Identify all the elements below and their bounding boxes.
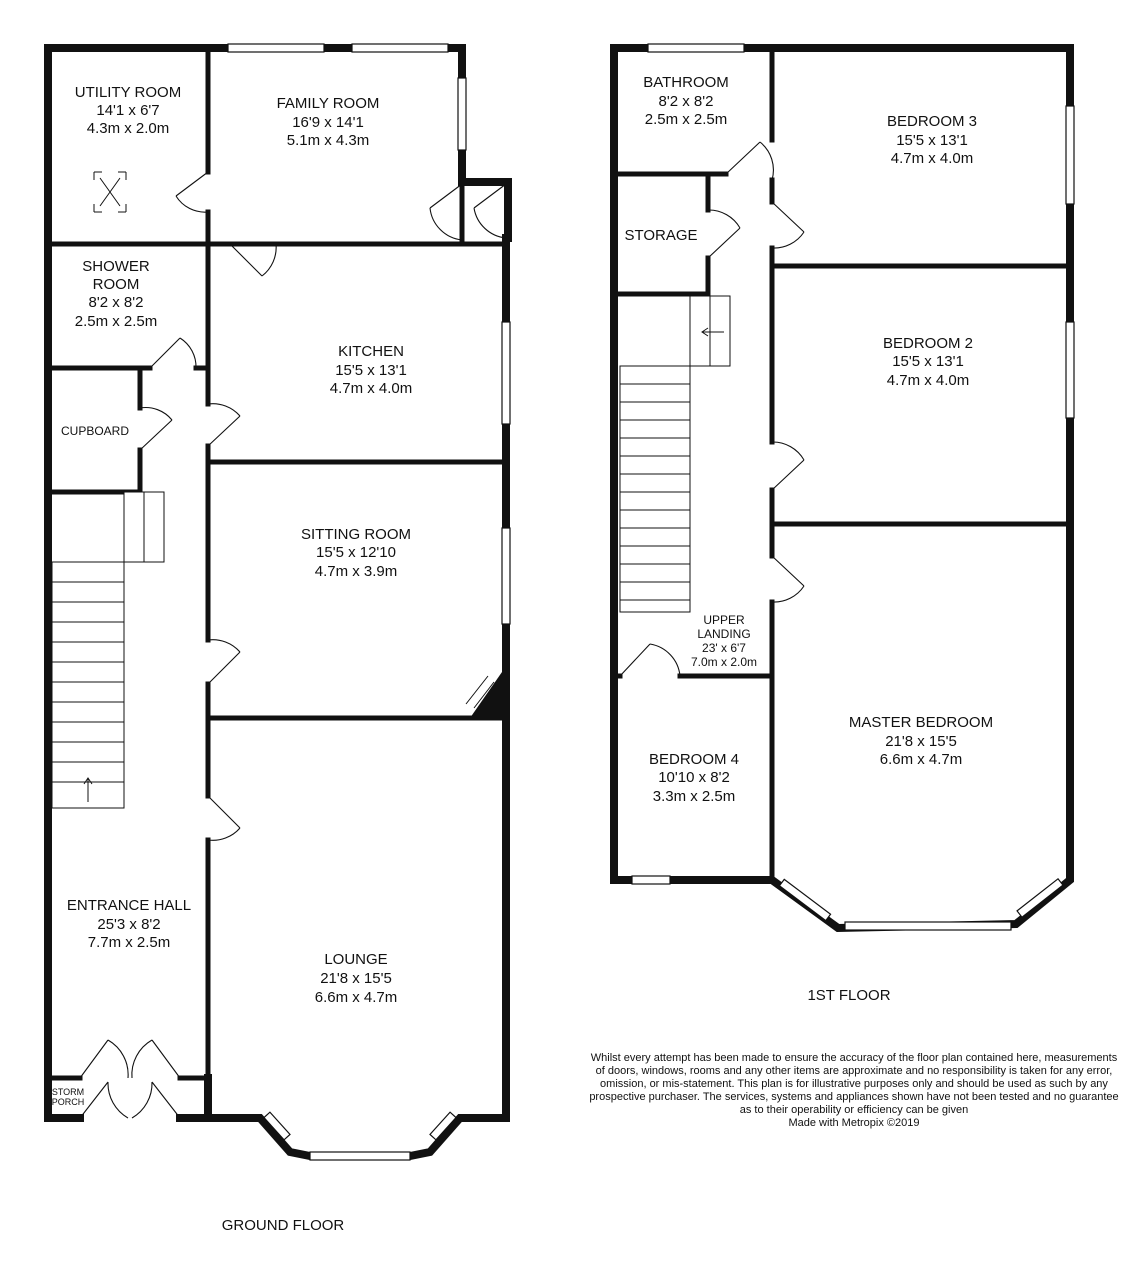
svg-text:15'5 x 13'1: 15'5 x 13'1 xyxy=(896,132,968,149)
storage-door xyxy=(708,210,740,258)
disclaimer-line: omission, or mis-statement. This plan is for illustrative purposes only and should be used as such by any xyxy=(600,1078,1108,1090)
svg-text:FAMILY ROOM: FAMILY ROOM xyxy=(276,95,380,112)
family-window-right xyxy=(352,44,448,52)
room-family xyxy=(277,95,380,149)
ground-floor-title: GROUND FLOOR xyxy=(221,1217,345,1234)
svg-text:UPPER: UPPER xyxy=(703,613,745,627)
svg-text:21'8 x 15'5: 21'8 x 15'5 xyxy=(320,970,392,987)
svg-text:PORCH: PORCH xyxy=(51,1097,85,1107)
first-floor-title: 1ST FLOOR xyxy=(807,987,891,1004)
utility-door xyxy=(176,172,208,212)
svg-text:7.0m x 2.0m: 7.0m x 2.0m xyxy=(690,655,758,669)
room-master-bedroom xyxy=(849,714,993,768)
disclaimer-line: as to their operability or efficiency can be given xyxy=(739,1104,969,1116)
svg-text:6.6m x 4.7m: 6.6m x 4.7m xyxy=(879,751,963,768)
bedroom4-window xyxy=(632,876,670,884)
svg-text:23' x 6'7: 23' x 6'7 xyxy=(702,641,746,655)
svg-text:15'5 x 13'1: 15'5 x 13'1 xyxy=(335,362,407,379)
disclaimer-line: prospective purchaser. The services, systems and appliances shown have not been tested and no guarantee xyxy=(589,1091,1119,1103)
svg-text:MASTER BEDROOM: MASTER BEDROOM xyxy=(848,714,994,731)
svg-text:KITCHEN: KITCHEN xyxy=(338,343,404,360)
shower-door xyxy=(150,338,196,368)
disclaimer-credit: Made with Metropix ©2019 xyxy=(788,1117,920,1129)
svg-text:STORM: STORM xyxy=(51,1087,85,1097)
svg-text:SITTING ROOM: SITTING ROOM xyxy=(301,526,411,543)
room-bedroom-3 xyxy=(887,113,977,167)
svg-text:15'5 x 12'10: 15'5 x 12'10 xyxy=(316,544,396,561)
family-inner-door xyxy=(430,184,462,240)
room-bedroom-2 xyxy=(883,335,973,389)
family-side-window xyxy=(458,78,466,150)
kitchen-window xyxy=(502,322,510,424)
room-bedroom-4 xyxy=(649,751,739,805)
svg-text:25'3 x 8'2: 25'3 x 8'2 xyxy=(97,916,161,933)
sitting-window xyxy=(502,528,510,624)
svg-text:ROOM: ROOM xyxy=(92,276,140,293)
svg-text:8'2 x 8'2: 8'2 x 8'2 xyxy=(88,294,144,311)
kitchen-hall-door xyxy=(208,404,240,446)
disclaimer-line: Whilst every attempt has been made to ensure the accuracy of the floor plan contained here, measurements xyxy=(590,1052,1118,1064)
room-shower xyxy=(75,258,158,330)
bedroom3-window xyxy=(1066,106,1074,204)
bathroom-window xyxy=(648,44,744,52)
svg-text:10'10 x 8'2: 10'10 x 8'2 xyxy=(658,769,730,786)
svg-text:21'8 x 15'5: 21'8 x 15'5 xyxy=(885,733,957,750)
svg-text:4.7m x 3.9m: 4.7m x 3.9m xyxy=(314,563,398,580)
room-cupboard xyxy=(61,424,129,438)
first-floor-plan xyxy=(614,44,1074,1004)
svg-text:BEDROOM 2: BEDROOM 2 xyxy=(882,335,974,352)
svg-text:BEDROOM 3: BEDROOM 3 xyxy=(886,113,978,130)
disclaimer xyxy=(566,1052,1142,1130)
ground-floor-plan xyxy=(48,44,510,1234)
svg-text:CUPBOARD: CUPBOARD xyxy=(60,424,130,438)
disclaimer-line: of doors, windows, rooms and any other items are approximate and no responsibility is taken for any error, xyxy=(595,1065,1113,1077)
room-storage xyxy=(624,227,697,244)
svg-text:LANDING: LANDING xyxy=(697,627,751,641)
ground-staircase xyxy=(52,492,164,808)
front-door-right xyxy=(132,1040,180,1078)
svg-text:UTILITY ROOM: UTILITY ROOM xyxy=(74,84,182,101)
lounge-door xyxy=(208,796,240,840)
bedroom2-window xyxy=(1066,322,1074,418)
master-door xyxy=(772,556,804,602)
svg-text:2.5m x 2.5m: 2.5m x 2.5m xyxy=(644,111,728,128)
svg-text:15'5 x 13'1: 15'5 x 13'1 xyxy=(892,353,964,370)
master-bay-window-right xyxy=(1017,879,1063,917)
room-entrance-hall xyxy=(67,897,191,951)
bedroom2-door xyxy=(772,442,804,490)
cupboard-door xyxy=(140,408,172,450)
bathroom-door xyxy=(726,142,773,180)
svg-text:4.7m x 4.0m: 4.7m x 4.0m xyxy=(886,372,970,389)
svg-text:8'2 x 8'2: 8'2 x 8'2 xyxy=(658,93,714,110)
svg-text:5.1m x 4.3m: 5.1m x 4.3m xyxy=(286,132,370,149)
svg-text:LOUNGE: LOUNGE xyxy=(324,951,388,968)
svg-text:BATHROOM: BATHROOM xyxy=(643,74,729,91)
svg-text:ENTRANCE HALL: ENTRANCE HALL xyxy=(66,897,192,914)
lounge-bay-window-front xyxy=(310,1152,410,1160)
svg-text:SHOWER: SHOWER xyxy=(82,258,150,275)
kitchen-top-door xyxy=(230,244,276,276)
skylight-icon xyxy=(94,172,126,212)
svg-text:BEDROOM 4: BEDROOM 4 xyxy=(648,751,740,768)
master-bay-window-front xyxy=(845,922,1011,930)
room-utility xyxy=(75,84,181,137)
front-door-left xyxy=(80,1040,128,1078)
room-kitchen xyxy=(330,343,413,397)
porch-door-left xyxy=(80,1082,128,1118)
room-bathroom xyxy=(643,74,729,128)
sitting-door xyxy=(208,640,240,684)
svg-text:6.6m x 4.7m: 6.6m x 4.7m xyxy=(314,989,398,1006)
room-upper-landing xyxy=(691,613,757,669)
bedroom4-door xyxy=(620,644,680,676)
room-sitting xyxy=(301,526,411,580)
svg-text:STORAGE: STORAGE xyxy=(624,227,698,244)
first-floor-staircase xyxy=(620,296,730,612)
bedroom3-door xyxy=(772,202,804,248)
svg-text:16'9 x 14'1: 16'9 x 14'1 xyxy=(292,114,364,131)
room-storm-porch xyxy=(52,1087,85,1107)
svg-text:4.7m x 4.0m: 4.7m x 4.0m xyxy=(329,380,413,397)
svg-text:14'1 x 6'7: 14'1 x 6'7 xyxy=(96,102,160,119)
family-window-left xyxy=(228,44,324,52)
room-lounge xyxy=(315,951,398,1006)
svg-text:7.7m x 2.5m: 7.7m x 2.5m xyxy=(87,934,171,951)
svg-text:3.3m x 2.5m: 3.3m x 2.5m xyxy=(652,788,736,805)
family-back-door xyxy=(474,184,506,238)
porch-door-right xyxy=(132,1082,180,1118)
svg-text:4.3m x 2.0m: 4.3m x 2.0m xyxy=(86,120,170,137)
svg-text:4.7m x 4.0m: 4.7m x 4.0m xyxy=(890,150,974,167)
master-bay-window-left xyxy=(779,879,830,920)
svg-text:2.5m x 2.5m: 2.5m x 2.5m xyxy=(74,313,158,330)
